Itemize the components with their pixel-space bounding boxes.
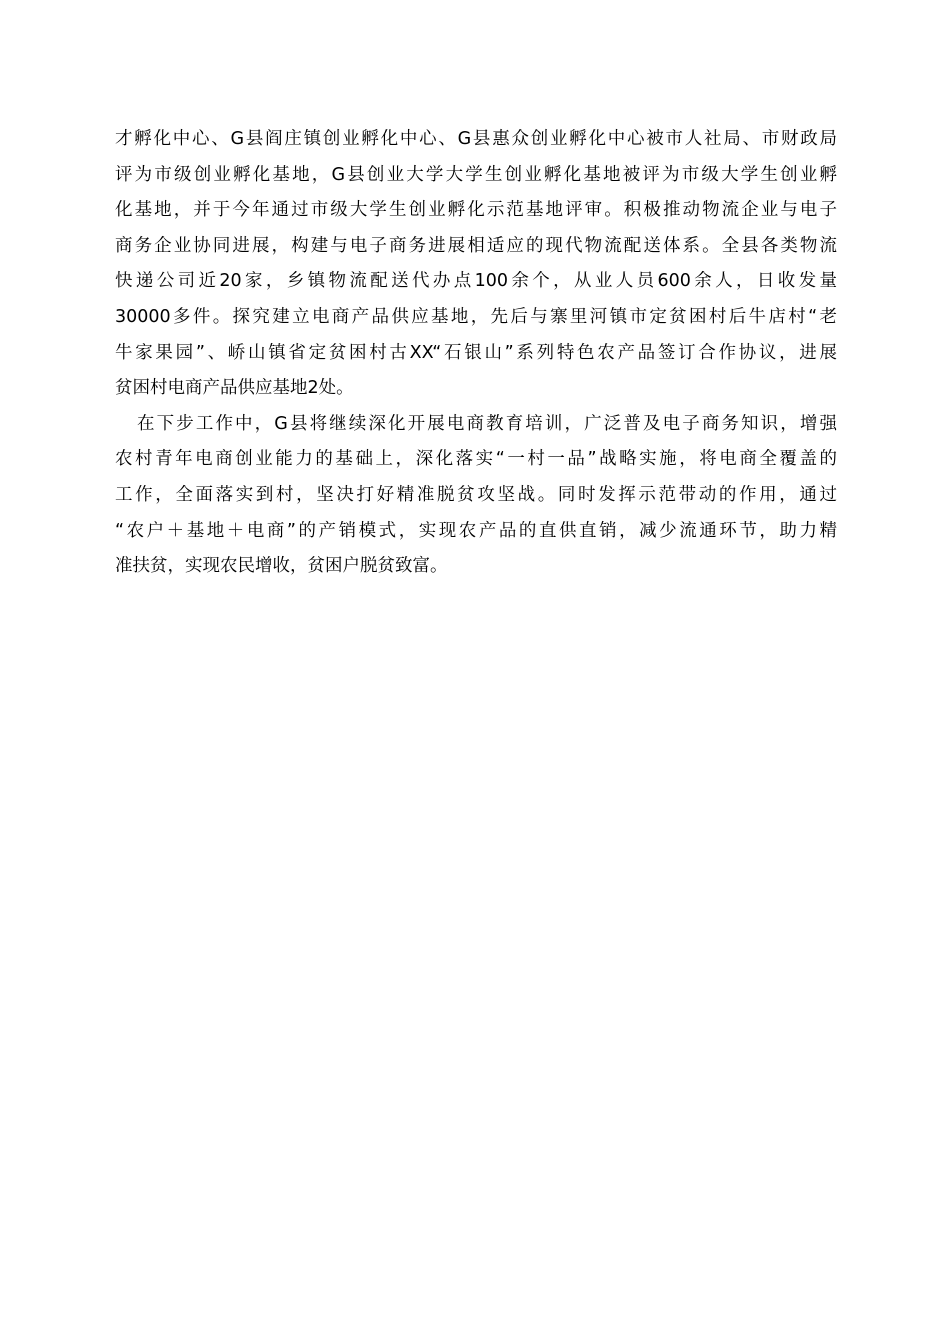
text-line: 化基地，并于今年通过市级大学生创业孵化示范基地评审。积极推动物流企业与电子 [115,200,837,221]
text-line: 在下步工作中，G县将继续深化开展电商教育培训，广泛普及电子商务知识，增强 [137,413,837,434]
text-line: 才孵化中心、G县阎庄镇创业孵化中心、G县惠众创业孵化中心被市人社局、市财政局 [115,129,837,149]
text-line: 评为市级创业孵化基地，G县创业大学大学生创业孵化基地被评为市级大学生创业孵 [115,164,837,185]
paragraph-2 [115,407,837,585]
text-line: 农村青年电商创业能力的基础上，深化落实“一村一品”战略实施，将电商全覆盖的 [115,449,837,470]
text-line: 30000多件。探究建立电商产品供应基地，先后与寨里河镇市定贫困村后牛店村“老 [115,306,837,327]
text-line: 快递公司近20家，乡镇物流配送代办点100余个，从业人员600余人，日收发量 [115,271,837,292]
text-line: 贫困村电商产品供应基地2处。 [115,378,354,399]
text-line: 牛家果园”、峤山镇省定贫困村古XX“石银山”系列特色农产品签订合作协议，进展 [115,342,837,363]
text-line: “农户＋基地＋电商”的产销模式，实现农产品的直供直销，减少流通环节，助力精 [115,520,837,541]
text-line: 商务企业协同进展，构建与电子商务进展相适应的现代物流配送体系。全县各类物流 [115,235,837,256]
text-line: 准扶贫，实现农民增收，贫困户脱贫致富。 [115,556,448,577]
text-line: 工作，全面落实到村，坚决打好精准脱贫攻坚战。同时发挥示范带动的作用，通过 [115,484,837,505]
paragraph-1 [115,122,837,407]
body-text [115,122,837,585]
